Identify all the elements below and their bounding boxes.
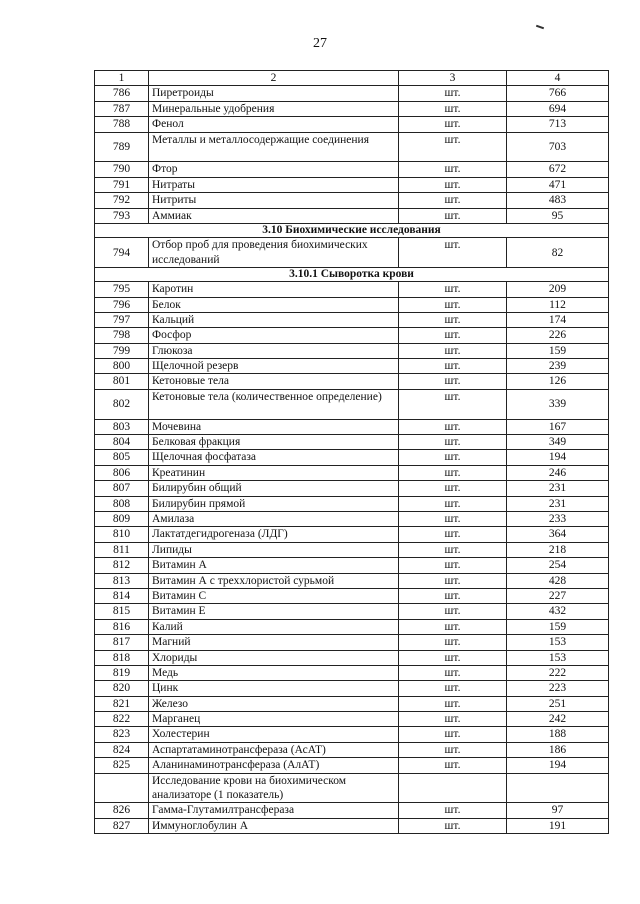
row-name: Глюкоза <box>149 343 399 358</box>
row-number: 817 <box>95 635 149 650</box>
table-header-row <box>95 71 609 86</box>
table-body <box>95 86 609 834</box>
row-number: 813 <box>95 573 149 588</box>
row-unit: шт. <box>399 527 507 542</box>
table-row <box>95 389 609 419</box>
row-value: 231 <box>507 481 609 496</box>
row-value: 153 <box>507 635 609 650</box>
table-row <box>95 558 609 573</box>
row-number: 824 <box>95 742 149 757</box>
table-row <box>95 208 609 223</box>
row-value: 153 <box>507 650 609 665</box>
row-value: 159 <box>507 619 609 634</box>
row-value: 703 <box>507 132 609 162</box>
table-row <box>95 818 609 833</box>
row-name: Металлы и металлосодержащие соединения <box>149 132 399 162</box>
row-unit: шт. <box>399 588 507 603</box>
table-row <box>95 758 609 773</box>
table-row <box>95 588 609 603</box>
row-number: 801 <box>95 374 149 389</box>
row-unit: шт. <box>399 177 507 192</box>
row-value: 226 <box>507 328 609 343</box>
row-unit: шт. <box>399 558 507 573</box>
row-value: 231 <box>507 496 609 511</box>
row-number: 807 <box>95 481 149 496</box>
row-name: Магний <box>149 635 399 650</box>
row-number <box>95 773 149 803</box>
row-number: 816 <box>95 619 149 634</box>
row-number: 814 <box>95 588 149 603</box>
row-unit: шт. <box>399 665 507 680</box>
row-value: 694 <box>507 101 609 116</box>
row-number: 791 <box>95 177 149 192</box>
row-name: Медь <box>149 665 399 680</box>
row-value: 428 <box>507 573 609 588</box>
row-name: Билирубин общий <box>149 481 399 496</box>
page-number: 27 <box>313 36 327 51</box>
table-row <box>95 803 609 818</box>
row-value: 251 <box>507 696 609 711</box>
table-row <box>95 177 609 192</box>
row-unit: шт. <box>399 117 507 132</box>
row-value: 483 <box>507 193 609 208</box>
row-number: 819 <box>95 665 149 680</box>
row-name: Белок <box>149 297 399 312</box>
table-row <box>95 681 609 696</box>
row-number: 812 <box>95 558 149 573</box>
row-name: Исследование крови на биохимическом анализаторе (1 показатель) <box>149 773 399 803</box>
row-unit: шт. <box>399 343 507 358</box>
row-name: Иммуноглобулин А <box>149 818 399 833</box>
row-number: 799 <box>95 343 149 358</box>
table-row <box>95 86 609 101</box>
row-name: Холестерин <box>149 727 399 742</box>
table-row <box>95 132 609 162</box>
row-number: 827 <box>95 818 149 833</box>
row-unit: шт. <box>399 312 507 327</box>
row-value: 222 <box>507 665 609 680</box>
row-value <box>507 773 609 803</box>
row-value: 126 <box>507 374 609 389</box>
row-number: 820 <box>95 681 149 696</box>
row-unit: шт. <box>399 712 507 727</box>
price-table <box>94 70 609 834</box>
row-unit: шт. <box>399 162 507 177</box>
row-name: Кетоновые тела (количественное определение) <box>149 389 399 419</box>
table-row <box>95 297 609 312</box>
row-name: Каротин <box>149 282 399 297</box>
row-number: 825 <box>95 758 149 773</box>
row-unit: шт. <box>399 818 507 833</box>
row-number: 786 <box>95 86 149 101</box>
table-row <box>95 343 609 358</box>
row-number: 796 <box>95 297 149 312</box>
row-unit: шт. <box>399 86 507 101</box>
row-value: 194 <box>507 450 609 465</box>
row-value: 766 <box>507 86 609 101</box>
row-value: 246 <box>507 465 609 480</box>
row-value: 713 <box>507 117 609 132</box>
section-header-row <box>95 223 609 237</box>
table-row <box>95 238 609 268</box>
row-number: 789 <box>95 132 149 162</box>
row-name: Аммиак <box>149 208 399 223</box>
row-number: 806 <box>95 465 149 480</box>
row-number: 797 <box>95 312 149 327</box>
row-value: 349 <box>507 435 609 450</box>
row-value: 82 <box>507 238 609 268</box>
table-row <box>95 282 609 297</box>
row-unit: шт. <box>399 132 507 162</box>
row-unit: шт. <box>399 650 507 665</box>
row-value: 186 <box>507 742 609 757</box>
row-number: 804 <box>95 435 149 450</box>
row-number: 810 <box>95 527 149 542</box>
row-value: 242 <box>507 712 609 727</box>
row-name: Витамин Е <box>149 604 399 619</box>
row-value: 672 <box>507 162 609 177</box>
row-unit: шт. <box>399 481 507 496</box>
row-value: 95 <box>507 208 609 223</box>
table-row <box>95 742 609 757</box>
table-row <box>95 117 609 132</box>
row-value: 159 <box>507 343 609 358</box>
row-number: 809 <box>95 511 149 526</box>
row-name: Калий <box>149 619 399 634</box>
header-col-1: 1 <box>95 71 149 86</box>
table-row <box>95 712 609 727</box>
row-value: 209 <box>507 282 609 297</box>
table-row <box>95 374 609 389</box>
row-name: Амилаза <box>149 511 399 526</box>
table-row <box>95 312 609 327</box>
row-number: 787 <box>95 101 149 116</box>
header-col-3: 3 <box>399 71 507 86</box>
row-unit: шт. <box>399 635 507 650</box>
row-value: 364 <box>507 527 609 542</box>
table-row <box>95 665 609 680</box>
row-number: 798 <box>95 328 149 343</box>
row-unit: шт. <box>399 604 507 619</box>
row-number: 805 <box>95 450 149 465</box>
row-name: Лактатдегидрогеназа (ЛДГ) <box>149 527 399 542</box>
table-row <box>95 465 609 480</box>
row-name: Марганец <box>149 712 399 727</box>
row-value: 191 <box>507 818 609 833</box>
row-value: 432 <box>507 604 609 619</box>
row-number: 811 <box>95 542 149 557</box>
table-row <box>95 619 609 634</box>
row-name: Щелочная фосфатаза <box>149 450 399 465</box>
table-row <box>95 635 609 650</box>
row-number: 802 <box>95 389 149 419</box>
row-unit: шт. <box>399 297 507 312</box>
table-row <box>95 496 609 511</box>
row-number: 823 <box>95 727 149 742</box>
row-name: Пиретроиды <box>149 86 399 101</box>
row-name: Хлориды <box>149 650 399 665</box>
header-col-4: 4 <box>507 71 609 86</box>
row-unit: шт. <box>399 727 507 742</box>
row-unit: шт. <box>399 758 507 773</box>
row-name: Железо <box>149 696 399 711</box>
row-name: Кетоновые тела <box>149 374 399 389</box>
table-row <box>95 650 609 665</box>
section-header-row <box>95 267 609 281</box>
row-name: Фенол <box>149 117 399 132</box>
table-row <box>95 328 609 343</box>
row-name: Минеральные удобрения <box>149 101 399 116</box>
row-value: 167 <box>507 419 609 434</box>
row-name: Креатинин <box>149 465 399 480</box>
row-value: 188 <box>507 727 609 742</box>
row-number: 803 <box>95 419 149 434</box>
row-number: 826 <box>95 803 149 818</box>
row-name: Гамма-Глутамилтрансфераза <box>149 803 399 818</box>
row-name: Мочевина <box>149 419 399 434</box>
row-unit: шт. <box>399 435 507 450</box>
row-value: 112 <box>507 297 609 312</box>
row-number: 792 <box>95 193 149 208</box>
row-unit: шт. <box>399 208 507 223</box>
row-number: 808 <box>95 496 149 511</box>
row-value: 233 <box>507 511 609 526</box>
table-row <box>95 481 609 496</box>
row-name: Липиды <box>149 542 399 557</box>
table-row <box>95 101 609 116</box>
row-number: 794 <box>95 238 149 268</box>
row-name: Витамин А с треххлористой сурьмой <box>149 573 399 588</box>
row-name: Цинк <box>149 681 399 696</box>
row-unit: шт. <box>399 803 507 818</box>
row-unit: шт. <box>399 696 507 711</box>
row-unit: шт. <box>399 419 507 434</box>
scan-mark <box>536 25 544 30</box>
row-number: 788 <box>95 117 149 132</box>
table-row <box>95 419 609 434</box>
row-unit: шт. <box>399 742 507 757</box>
table-row <box>95 359 609 374</box>
row-number: 818 <box>95 650 149 665</box>
header-col-2: 2 <box>149 71 399 86</box>
row-value: 223 <box>507 681 609 696</box>
row-value: 194 <box>507 758 609 773</box>
row-unit: шт. <box>399 496 507 511</box>
row-name: Аланинаминотрансфераза (АлАТ) <box>149 758 399 773</box>
row-number: 795 <box>95 282 149 297</box>
table-row <box>95 435 609 450</box>
section-title: 3.10.1 Сыворотка крови <box>95 267 609 281</box>
table-row <box>95 527 609 542</box>
row-unit: шт. <box>399 328 507 343</box>
row-name: Нитриты <box>149 193 399 208</box>
row-number: 815 <box>95 604 149 619</box>
row-value: 339 <box>507 389 609 419</box>
row-unit: шт. <box>399 465 507 480</box>
row-unit: шт. <box>399 389 507 419</box>
row-unit: шт. <box>399 359 507 374</box>
row-value: 97 <box>507 803 609 818</box>
row-unit: шт. <box>399 282 507 297</box>
row-unit: шт. <box>399 511 507 526</box>
table-row <box>95 727 609 742</box>
row-value: 218 <box>507 542 609 557</box>
row-unit: шт. <box>399 374 507 389</box>
row-value: 254 <box>507 558 609 573</box>
table-row <box>95 604 609 619</box>
table-row <box>95 193 609 208</box>
row-number: 790 <box>95 162 149 177</box>
row-name: Отбор проб для проведения биохимических исследований <box>149 238 399 268</box>
row-unit: шт. <box>399 681 507 696</box>
row-name: Фосфор <box>149 328 399 343</box>
row-number: 822 <box>95 712 149 727</box>
row-value: 174 <box>507 312 609 327</box>
section-title: 3.10 Биохимические исследования <box>95 223 609 237</box>
row-name: Аспартатаминотрансфераза (АсАТ) <box>149 742 399 757</box>
row-value: 239 <box>507 359 609 374</box>
row-unit: шт. <box>399 542 507 557</box>
table-row <box>95 450 609 465</box>
table-row <box>95 773 609 803</box>
row-name: Витамин С <box>149 588 399 603</box>
row-name: Нитраты <box>149 177 399 192</box>
row-name: Щелочной резерв <box>149 359 399 374</box>
row-value: 471 <box>507 177 609 192</box>
row-unit: шт. <box>399 193 507 208</box>
table-row <box>95 542 609 557</box>
row-unit: шт. <box>399 619 507 634</box>
row-name: Фтор <box>149 162 399 177</box>
row-number: 821 <box>95 696 149 711</box>
row-number: 793 <box>95 208 149 223</box>
row-name: Кальций <box>149 312 399 327</box>
table-row <box>95 573 609 588</box>
table-row <box>95 696 609 711</box>
row-value: 227 <box>507 588 609 603</box>
row-number: 800 <box>95 359 149 374</box>
row-unit: шт. <box>399 573 507 588</box>
table-row <box>95 511 609 526</box>
row-name: Белковая фракция <box>149 435 399 450</box>
row-unit: шт. <box>399 101 507 116</box>
row-name: Витамин А <box>149 558 399 573</box>
row-name: Билирубин прямой <box>149 496 399 511</box>
table-row <box>95 162 609 177</box>
row-unit: шт. <box>399 450 507 465</box>
row-unit: шт. <box>399 238 507 268</box>
row-unit <box>399 773 507 803</box>
